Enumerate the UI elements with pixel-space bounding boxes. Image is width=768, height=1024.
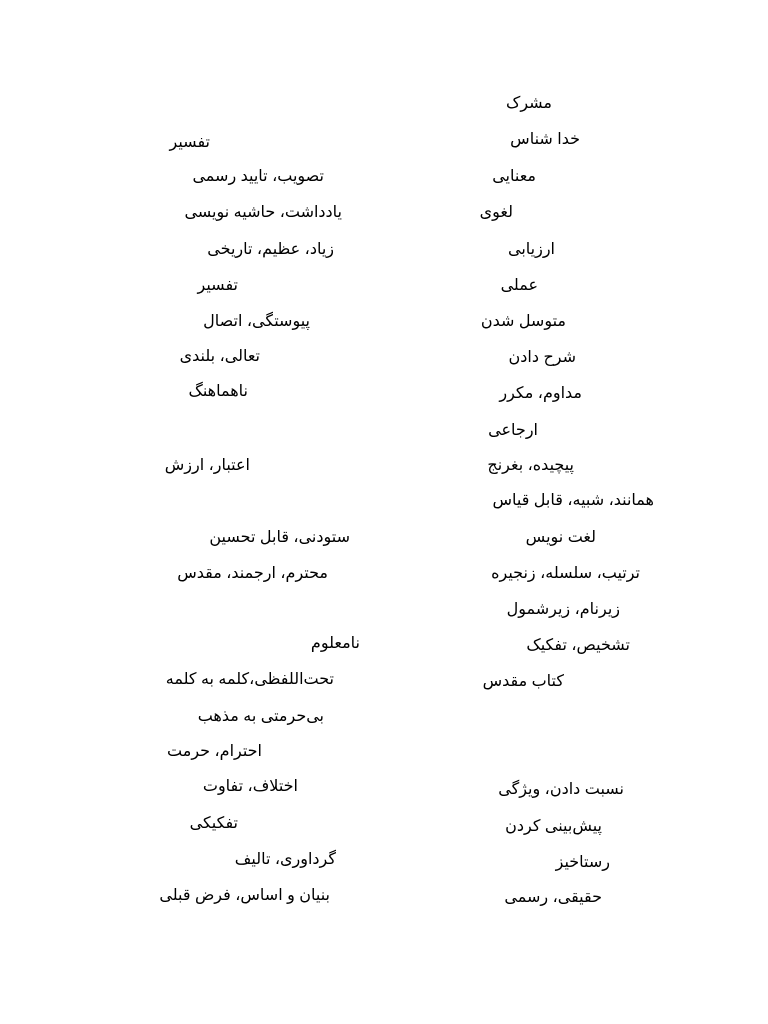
right-word-1: مشرک (506, 95, 552, 112)
left-word-2: تصویب، تایید رسمی (192, 168, 324, 185)
left-word-18: گرداوری، تالیف (234, 851, 336, 868)
left-word-5: تفسیر (197, 277, 238, 294)
left-word-8: ناهماهنگ (188, 383, 248, 400)
left-word-13: تحت‌اللفظی،کلمه به کلمه (165, 671, 334, 688)
right-word-2: خدا شناس (510, 131, 580, 148)
right-word-13: لغت نویس (525, 529, 596, 546)
right-word-7: متوسل شدن (480, 313, 566, 330)
right-word-11: پیچیده، بغرنج (487, 457, 574, 474)
left-word-17: تفکیکی (189, 815, 238, 832)
left-word-11: محترم، ارجمند، مقدس (177, 565, 328, 582)
right-word-9: مداوم، مکرر (499, 385, 582, 402)
right-word-16: تشخیص، تفکیک (526, 637, 630, 654)
left-word-1: تفسیر (169, 134, 210, 151)
right-word-19: پیش‌بینی کردن (505, 818, 602, 835)
right-word-14: ترتیب، سلسله، زنجیره (491, 565, 640, 582)
right-word-20: رستاخیز (555, 854, 610, 871)
right-word-17: کتاب مقدس (482, 673, 564, 690)
left-word-10: ستودنی، قابل تحسین (209, 529, 350, 546)
left-word-14: بی‌حرمتی به مذهب (197, 708, 324, 725)
left-word-19: بنیان و اساس، فرض قبلی (159, 887, 330, 904)
right-word-18: نسبت دادن، ویژگی (498, 781, 624, 798)
left-word-16: اختلاف، تفاوت (202, 778, 298, 795)
left-word-12: نامعلوم (310, 635, 360, 652)
right-word-3: معنایی (492, 168, 536, 185)
right-word-4: لغوی (479, 204, 513, 221)
left-word-9: اعتبار، ارزش (164, 457, 250, 474)
right-word-10: ارجاعی (488, 422, 538, 439)
right-word-12: همانند، شبیه، قابل قیاس (492, 492, 654, 509)
right-word-8: شرح دادن (508, 349, 576, 366)
right-word-5: ارزیابی (507, 241, 555, 258)
right-word-15: زیرنام، زیرشمول (506, 601, 620, 618)
left-word-4: زیاد، عظیم، تاریخی (207, 241, 334, 258)
left-word-6: پیوستگی، اتصال (203, 313, 310, 330)
left-word-7: تعالی، بلندی (179, 348, 260, 365)
left-word-15: احترام، حرمت (167, 743, 262, 760)
right-word-6: عملی (500, 277, 538, 294)
right-word-21: حقیقی، رسمی (504, 889, 602, 906)
left-word-3: یادداشت، حاشیه نویسی (184, 204, 342, 221)
